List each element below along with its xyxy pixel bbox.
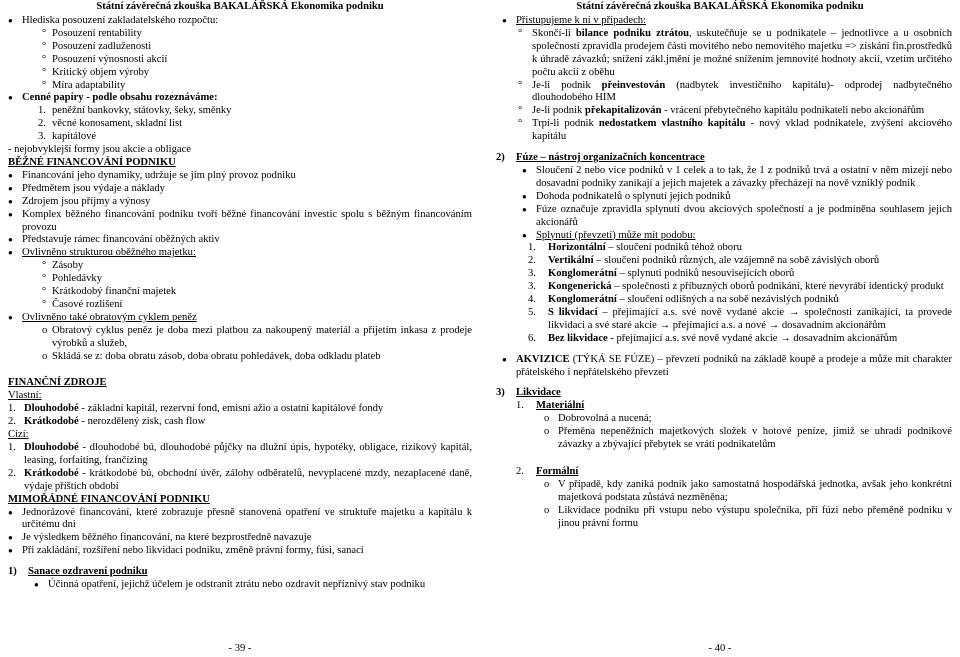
numbered-item: 1. Dlouhodobé - dlouhodobé bú, dlouhodobé půjčky na dlužní úpis, hypotéky, obligace, rizikový kapitál, leasing, forfaiting, frančízing: [8, 442, 472, 466]
numbered-item: 1. peněžní bankovky, státovky, šeky, směnky: [38, 105, 232, 117]
numbered-item: 1. Dlouhodobé - základní kapitál, rezervní fond, emisní ažio a ostatní kapitálové fondy: [8, 403, 384, 415]
section-item: 3) Likvidace: [496, 387, 561, 399]
left-column: [8, 15, 472, 592]
bullet-item: ● Ovlivněno také obratovým cyklem peněz: [8, 312, 472, 325]
sub-item: ° Je-li podnik překapitalizován - vrácení přebytečného kapitálu podnikateli nebo akcionářům: [496, 105, 952, 118]
bullet-item: ● Přistupujeme k ní v případech:: [496, 15, 952, 28]
numbered-item: 3. kapitálové: [38, 131, 97, 143]
bullet-item: ● Je výsledkem běžného financování, na které bezprostředně navazuje: [8, 532, 472, 545]
bullet-item: ● Jednorázové financování, které zobrazuje přesně stanovená opatření ve struktuře majetku a kapitálu k určitému dni: [8, 507, 472, 533]
sub-item: ° Pohledávky: [8, 273, 472, 286]
sub-item: ° Míra adaptability: [8, 80, 472, 93]
sub-item: ° Skončí-li bilance podniku ztrátou, uskutečňuje se u podnikatele – jednotlivce a u osobních společností zpravidla prodejem části movitého nebo nemovitého majetku => získání fin.prostředků k úhradě závazků; snížení zákl.jmění je možné snížením jemnovité hodnoty akcií, vzetím určitého počtu akcií z oběhu: [496, 28, 952, 80]
section-heading: FINANČNÍ ZDROJE: [8, 377, 107, 389]
page-right: [480, 0, 960, 657]
sub-item: o Dobrovolná a nucená;: [496, 413, 952, 426]
sub-item: ° Zásoby: [8, 260, 472, 273]
numbered-item: 2. Formální: [516, 466, 579, 477]
page-number: - 39 -: [228, 643, 252, 655]
numbered-item: 2. Krátkodobé - nerozdělený zisk, cash flow: [8, 416, 206, 428]
section-item: 1) Sanace ozdravení podniku: [8, 566, 148, 578]
numbered-item: 2. Krátkodobé - krátkodobé bú, obchodní úvěr, zálohy odběratelů, nevyplacené mzdy, nezaplacené daně, výdaje příštích období: [8, 467, 472, 492]
section-heading: BĚŽNÉ FINANCOVÁNÍ PODNIKU: [8, 156, 176, 168]
bullet-item: ● AKVIZICE (TÝKÁ SE FÚZE) – převzetí podniků na základě koupě a prodeje a může mít charakter přátelského i nepřátelského převzetí: [496, 354, 952, 380]
bullet-item: ● Při zakládání, rozšíření nebo likvidaci podniku, změně právní formy, fúsi, sanaci: [8, 545, 472, 558]
sub-item: o V případě, kdy zaniká podnik jako samostatná hospodářská jednotka, avšak jeho konkrétní majetková podstata zůstává nezměněna;: [496, 479, 952, 505]
section-heading: MIMOŘÁDNÉ FINANCOVÁNÍ PODNIKU: [8, 493, 210, 505]
bullet-item: ● Ovlivněno strukturou oběžného majetku:: [8, 247, 472, 260]
bullet-item: ● Splynutí (převzetí) může mít podobu:: [496, 230, 952, 243]
sub-item: o Přeměna nepeněžních majetkových složek v hotové peníze, jimiž se uhradí podnikové závazky a zbývající přebytek se vrátí podnikatelům: [496, 426, 952, 452]
bullet-item: ● Hlediska posouzení zakladatelského rozpočtu:: [8, 15, 472, 28]
bullet-item: ● Předmětem jsou výdaje a náklady: [8, 183, 472, 196]
bullet-item: ● Představuje rámec financování oběžných aktiv: [8, 234, 472, 247]
page-header: Státní závěrečná zkouška BAKALÁŘSKÁ Ekonomika podniku: [576, 1, 864, 12]
numbered-item: 4. Konglomerátní – sloučení odlišných a na sobě nezávislých podniků: [528, 294, 839, 306]
bullet-item: ● Cenné papíry - podle obsahu rozeznáváme:: [8, 92, 472, 105]
numbered-item: 1. Horizontální – sloučení podniků téhož oboru: [528, 242, 742, 254]
sub-item: ° Kritický objem výroby: [8, 67, 472, 80]
bullet-item: ● Zdrojem jsou příjmy a výnosy: [8, 196, 472, 209]
subsection-label: Cizí:: [8, 429, 29, 441]
sub-item: ° Krátkodobý finanční majetek: [8, 286, 472, 299]
bullet-item: ● Účinná opatření, jejichž účelem je odstranit ztrátu nebo ozdravit nepříznivý stav podniku: [8, 579, 472, 592]
text-line: - nejobvyklejší formy jsou akcie a obligace: [8, 144, 191, 156]
section-item: 2) Fúze – nástroj organizačních koncentrace: [496, 152, 705, 164]
sub-item: ° Posouzení výnosnosti akcií: [8, 54, 472, 67]
numbered-item: 3. Kongenerická – společnosti z příbuzných oborů podnikání, které nevyrábí identický produkt: [528, 281, 944, 293]
sub-item: ° Posouzení rentability: [8, 28, 472, 41]
right-column: [496, 15, 952, 531]
bullet-item: ● Komplex běžného financování podniku tvoří běžné financování investic spolu s běžným financováním provozu: [8, 209, 472, 235]
page-number: - 40 -: [708, 643, 732, 655]
bullet-item: ● Dohoda podnikatelů o splynutí jejich podniků: [496, 191, 952, 204]
sub-item: ° Trpí-li podnik nedostatkem vlastního kapitálu - nový vklad podnikatele, zvýšení akciového kapitálu: [496, 118, 952, 144]
subsection-label: Vlastní:: [8, 390, 42, 402]
numbered-item: 3. Konglomerátní – splynutí podniků nesouvisejících oborů: [528, 268, 795, 280]
numbered-item: 6. Bez likvidace - přejímající a.s. své nově vydané akcie → dosavadním akcionářům: [528, 332, 898, 344]
sub-item: o Obratový cyklus peněz je doba mezi platbou za nakoupený materiál a přijetím inkasa z prodeje výrobků a služeb,: [8, 325, 472, 351]
sub-item: ° Posouzení zadluženosti: [8, 41, 472, 54]
sub-item: ° Časové rozlišení: [8, 299, 472, 312]
numbered-item: 1. Materiální: [516, 400, 585, 412]
bullet-item: ● Sloučení 2 nebo více podniků v 1 celek a to tak, že 1 z podniků trvá a ostatní v něm mizejí nebo dosavadní podniky zanikají a jejich majetek a závazky přecházejí na nově vzniklý podnik: [496, 165, 952, 191]
bullet-item: ● Fúze označuje zpravidla splynutí dvou akciových společností a je podmíněna souhlasem jejich akcionářů: [496, 204, 952, 230]
numbered-item: 2. Vertikální – sloučení podniků různých, ale vzájemně na sobě závislých oborů: [528, 255, 880, 267]
numbered-item: 5. S likvidací – přejímající a.s. své nově vydané akcie → společnosti zanikající, ta provede likvidaci a své staré akcie → přejímající a.s. a nové → dosavadním akcionářům: [528, 306, 952, 331]
sub-item: ° Je-li podnik přeinvestován (nadbytek investičního kapitálu)- odprodej nadbytečného dlouhodobého HIM: [496, 80, 952, 106]
page-header: Státní závěrečná zkouška BAKALÁŘSKÁ Ekonomika podniku: [96, 1, 384, 12]
sub-item: o Skládá se z: doba obratu zásob, doba obratu pohledávek, doba odkladu plateb: [8, 351, 472, 364]
bullet-item: ● Financování jeho dynamiky, udržuje se jím plný provoz podniku: [8, 170, 472, 183]
numbered-item: 2. věcné konosament, skladní list: [38, 118, 183, 130]
sub-item: o Likvidace podniku při vstupu nebo výstupu společníka, při fúzi nebo přeměně podniku v jinou právní formu: [496, 505, 952, 531]
